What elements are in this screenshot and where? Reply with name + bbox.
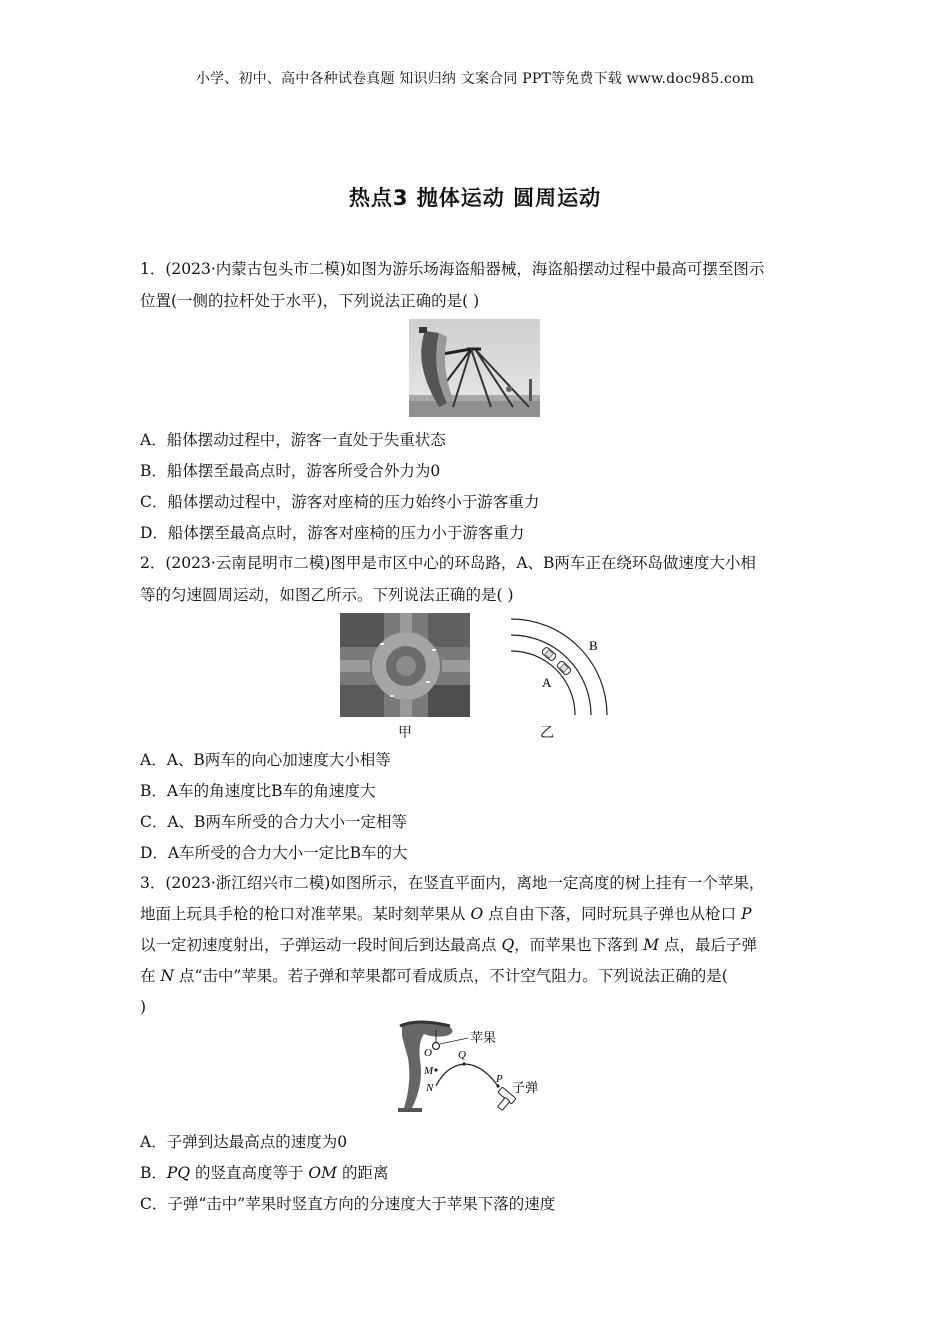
q2-option-a: A．A、B两车的向心加速度大小相等 <box>140 751 391 769</box>
q2-stem-line2: 等的匀速圆周运动，如图乙所示。下列说法正确的是( ) <box>140 586 514 604</box>
q3-stem-line3: 以一定初速度射出，子弹运动一段时间后到达最高点 Q，而苹果也下落到 M 点，最后子弹 <box>140 936 757 954</box>
q2-stem-line1: 2．(2023·云南昆明市二模)图甲是市区中心的环岛路，A、B两车正在绕环岛做速度大小相 <box>140 554 756 572</box>
two-cars-diagram <box>505 613 615 717</box>
point-m-label: M <box>424 1065 434 1077</box>
pirate-ship-photo <box>409 319 540 417</box>
q3-option-c: C．子弹“击中”苹果时竖直方向的分速度大于苹果下落的速度 <box>140 1195 556 1213</box>
point-p-label: P <box>496 1073 503 1085</box>
q2-option-b: B．A车的角速度比B车的角速度大 <box>140 782 376 800</box>
q1-stem-line1: 1．(2023·内蒙古包头市二模)如图为游乐场海盗船器械，海盗船摆动过程中最高可摆至图示 <box>140 260 765 278</box>
apple-label: 苹果 <box>470 1031 497 1046</box>
q3-option-b: B．PQ 的竖直高度等于 OM 的距离 <box>140 1164 389 1182</box>
point-q-label: Q <box>458 1049 466 1061</box>
q3-option-a: A．子弹到达最高点的速度为0 <box>140 1133 348 1151</box>
point-o-label: O <box>424 1047 432 1059</box>
car-b-label: B <box>589 638 598 653</box>
point-n-label: N <box>426 1082 434 1094</box>
apple-bullet-diagram <box>398 1020 558 1120</box>
car-a-label: A <box>542 675 552 690</box>
q2-option-d: D．A车所受的合力大小一定比B车的大 <box>140 844 408 862</box>
q3-stem-line1: 3．(2023·浙江绍兴市二模)如图所示，在竖直平面内，离地一定高度的树上挂有一个苹果， <box>140 874 765 892</box>
q1-option-d: D．船体摆至最高点时，游客对座椅的压力小于游客重力 <box>140 524 525 542</box>
q1-option-c: C．船体摆动过程中，游客对座椅的压力始终小于游客重力 <box>140 493 540 511</box>
q3-stem-line2: 地面上玩具手枪的枪口对准苹果。某时刻苹果从 O 点自由下落，同时玩具子弹也从枪口 P <box>140 905 752 923</box>
fig-yi-label: 乙 <box>540 725 554 741</box>
bullet-label: 子弹 <box>512 1081 539 1096</box>
page-title: 热点3 抛体运动 圆周运动 <box>348 186 602 210</box>
fig-jia-label: 甲 <box>398 725 412 741</box>
q1-option-b: B．船体摆至最高点时，游客所受合外力为0 <box>140 462 441 480</box>
q1-option-a: A．船体摆动过程中，游客一直处于失重状态 <box>140 431 446 449</box>
q1-stem-line2: 位置(一侧的拉杆处于水平)，下列说法正确的是( ) <box>140 292 480 310</box>
page-header: 小学、初中、高中各种试卷真题 知识归纳 文案合同 PPT等免费下载 www.doc985.com <box>195 71 755 87</box>
q2-option-c: C．A、B两车所受的合力大小一定相等 <box>140 813 407 831</box>
q3-stem-line5: ) <box>140 998 147 1016</box>
q3-stem-line4: 在 N 点“击中”苹果。若子弹和苹果都可看成质点，不计空气阻力。下列说法正确的是( <box>140 967 728 985</box>
roundabout-photo <box>340 613 470 717</box>
